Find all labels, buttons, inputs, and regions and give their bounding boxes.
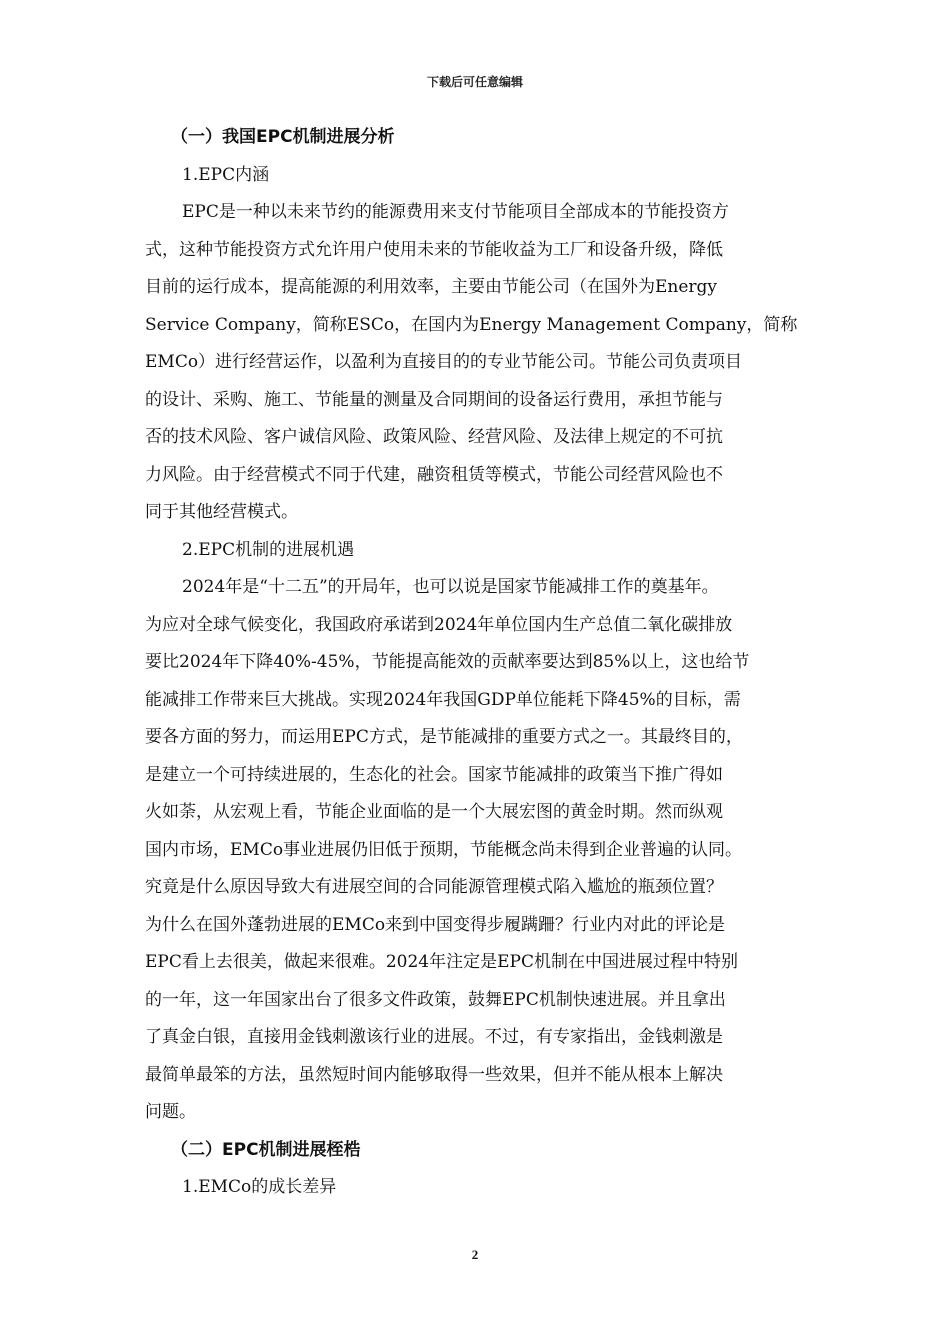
paragraph-line: 为什么在国外蓬勃进展的EMCo来到中国变得步履蹒跚？行业内对此的评论是 <box>145 914 726 935</box>
section-heading: （二）EPC机制进展桎梏 <box>171 1139 361 1160</box>
paragraph-line: 的设计、采购、施工、节能量的测量及合同期间的设备运行费用，承担节能与 <box>145 389 723 410</box>
paragraph-line: EPC看上去很美，做起来很难。2024年注定是EPC机制在中国进展过程中特别 <box>145 952 738 972</box>
paragraph-line: 否的技术风险、客户诚信风险、政策风险、经营风险、及法律上规定的不可抗 <box>145 427 723 447</box>
paragraph-line: 能减排工作带来巨大挑战。实现2024年我国GDP单位能耗下降45%的目标，需 <box>145 689 741 710</box>
subsection-heading: 1.EMCo的成长差异 <box>182 1177 337 1197</box>
paragraph-line: 式，这种节能投资方式允许用户使用未来的节能收益为工厂和设备升级，降低 <box>145 239 723 260</box>
paragraph-line: 2024年是“十二五”的开局年，也可以说是国家节能减排工作的奠基年。 <box>182 577 719 597</box>
paragraph-line: 最简单最笨的方法，虽然短时间内能够取得一些效果，但并不能从根本上解决 <box>145 1064 723 1085</box>
paragraph-line: 要各方面的努力，而运用EPC方式，是节能减排的重要方式之一。其最终目的， <box>145 727 743 747</box>
paragraph-line: EMCo）进行经营运作，以盈利为直接目的的专业节能公司。节能公司负责项目 <box>145 352 743 372</box>
section-heading: （一）我国EPC机制进展分析 <box>171 127 395 147</box>
document-body <box>145 119 807 1207</box>
paragraph-line: EPC是一种以未来节约的能源费用来支付节能项目全部成本的节能投资方 <box>182 202 729 222</box>
paragraph-line: 了真金白银，直接用金钱刺激该行业的进展。不过，有专家指出，金钱刺激是 <box>145 1027 723 1047</box>
page-header: 下载后可任意编辑 <box>426 75 523 89</box>
subsection-heading: 1.EPC内涵 <box>182 164 270 185</box>
paragraph-line: 力风险。由于经营模式不同于代建，融资租赁等模式，节能公司经营风险也不 <box>145 464 723 485</box>
paragraph-line: 要比2024年下降40%-45%，节能提高能效的贡献率要达到85%以上，这也给节 <box>145 652 750 672</box>
paragraph-line: 问题。 <box>145 1102 196 1122</box>
page-number: 2 <box>471 1247 479 1262</box>
paragraph-line: 为应对全球气候变化，我国政府承诺到2024年单位国内生产总值二氧化碳排放 <box>145 614 733 635</box>
paragraph-line: 目前的运行成本，提高能源的利用效率，主要由节能公司（在国外为Energy <box>145 277 718 297</box>
paragraph-line: Service Company，简称ESCo，在国内为Energy Management Company，简称 <box>145 314 798 335</box>
paragraph-line: 是建立一个可持续进展的，生态化的社会。国家节能减排的政策当下推广得如 <box>145 764 723 785</box>
paragraph-line: 究竟是什么原因导致大有进展空间的合同能源管理模式陷入尴尬的瓶颈位置？ <box>145 877 723 897</box>
subsection-heading: 2.EPC机制的进展机遇 <box>182 539 355 560</box>
paragraph-line: 火如荼，从宏观上看，节能企业面临的是一个大展宏图的黄金时期。然而纵观 <box>145 802 723 822</box>
paragraph-line: 同于其他经营模式。 <box>145 502 298 522</box>
paragraph-line: 的一年，这一年国家出台了很多文件政策，鼓舞EPC机制快速进展。并且拿出 <box>145 989 726 1010</box>
paragraph-line: 国内市场，EMCo事业进展仍旧低于预期，节能概念尚未得到企业普遍的认同。 <box>145 839 743 860</box>
